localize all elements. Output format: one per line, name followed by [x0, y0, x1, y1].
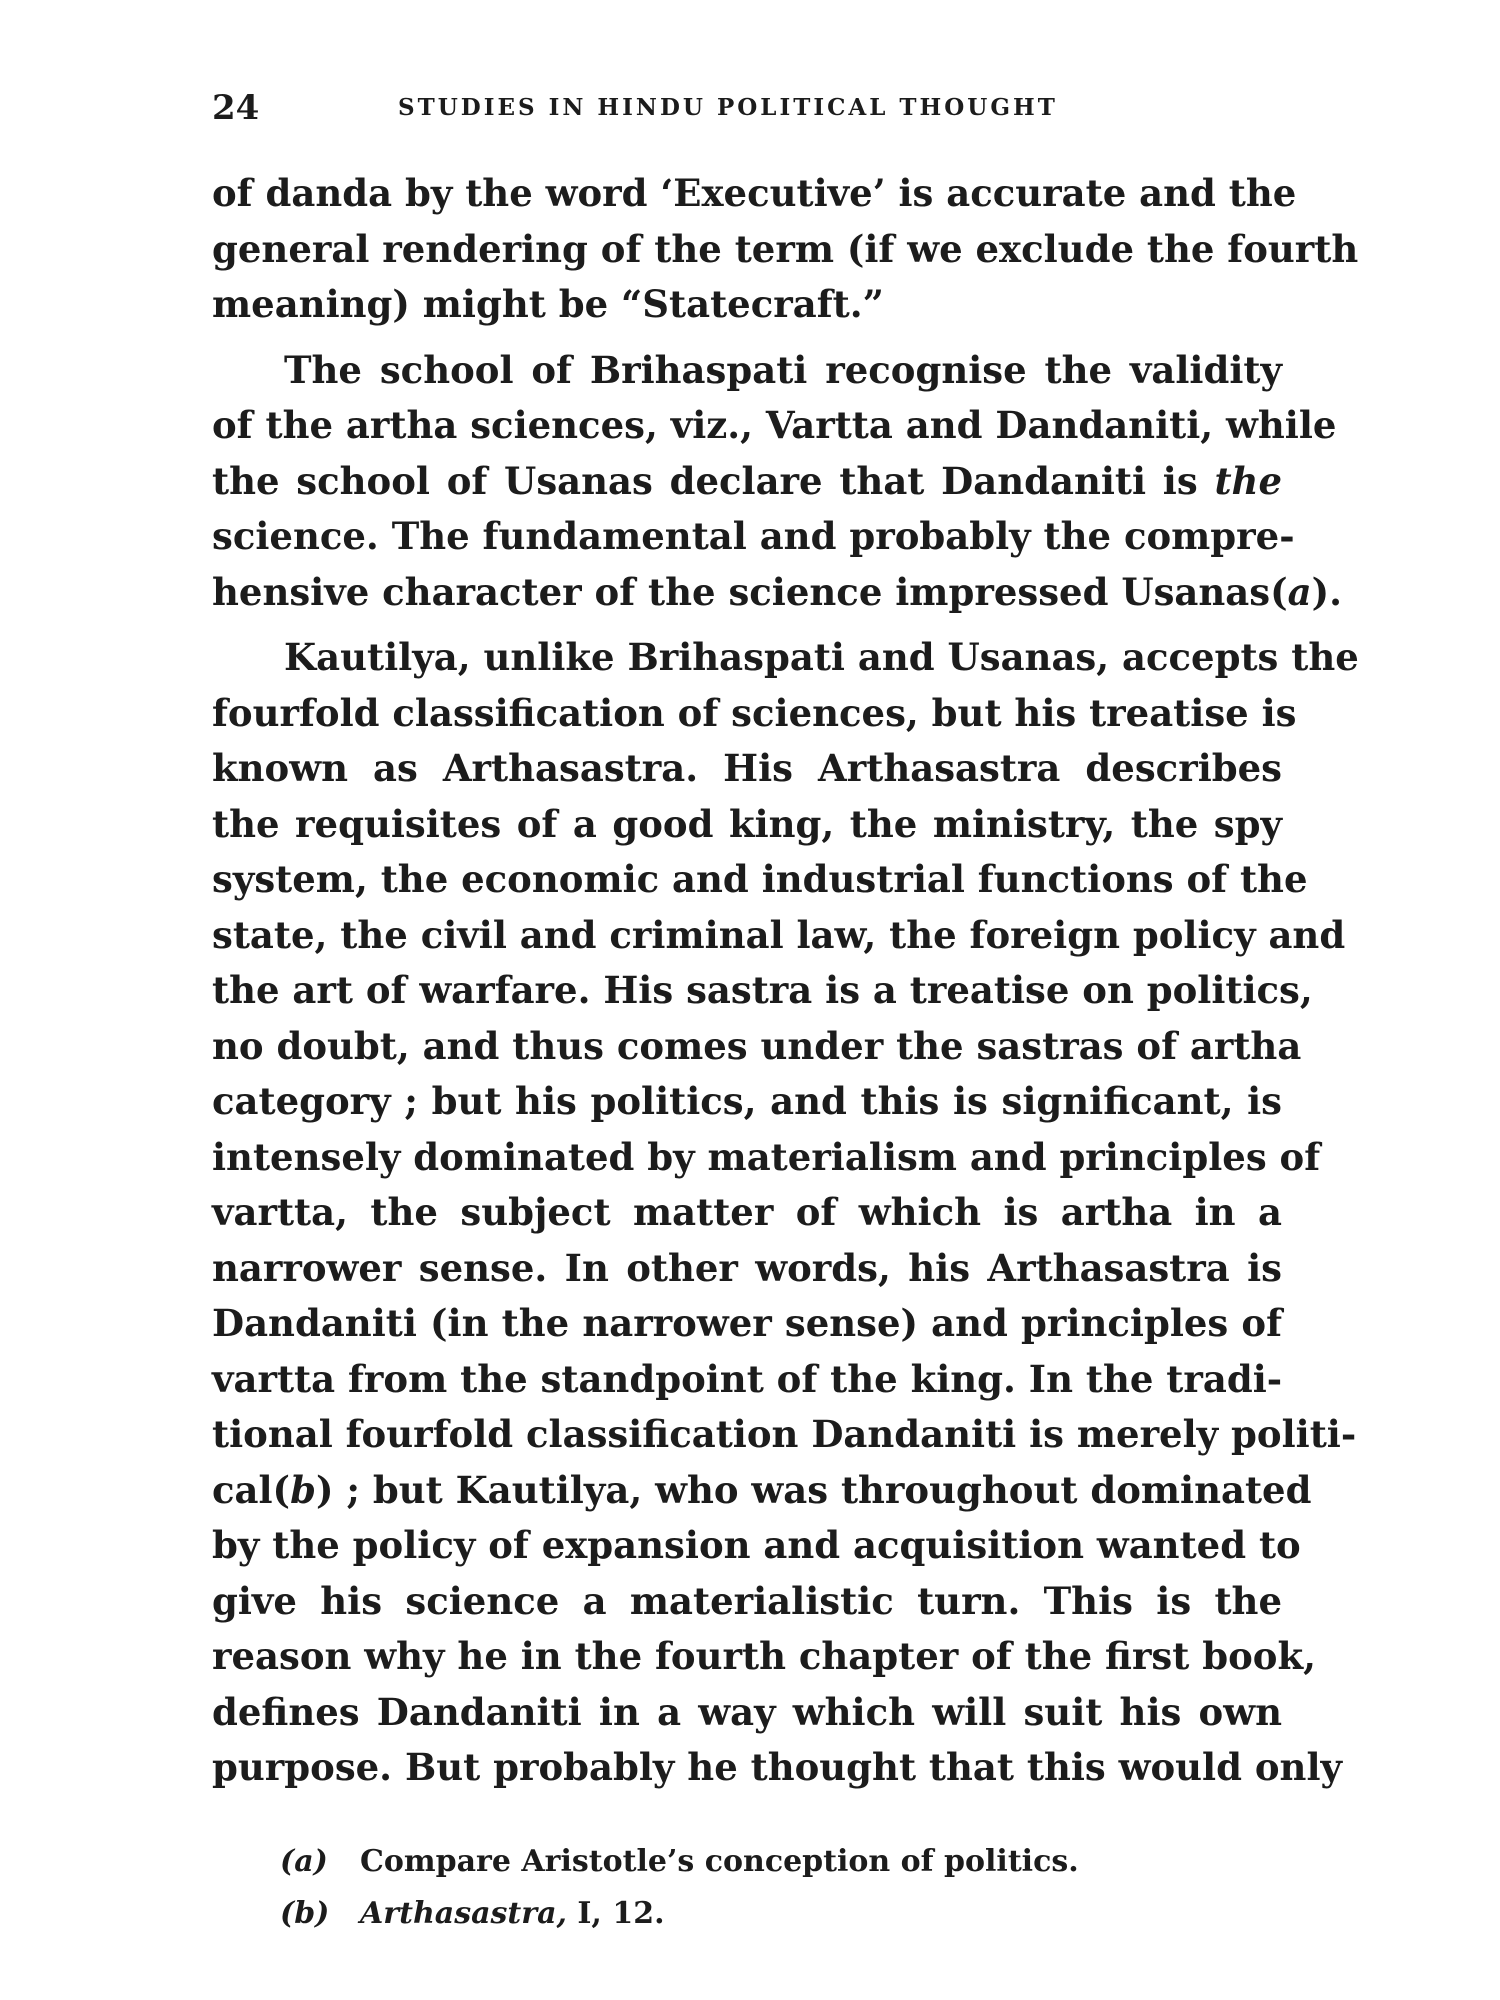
text-line: purpose. But probably he thought that this would only	[212, 1745, 1342, 1789]
footnote-mark: (b)	[280, 1896, 330, 1931]
text-line	[212, 454, 1282, 510]
paragraph-3	[212, 630, 1359, 1796]
text-line: the art of warfare. His sastra is a treatise on politics,	[212, 968, 1313, 1012]
text-fragment: hensive character of the science impressed Usanas(	[212, 569, 1288, 614]
footnote-text: I, 12.	[566, 1896, 665, 1931]
text-line: meaning) might be “Statecraft.”	[212, 282, 884, 326]
text-line: intensely dominated by materialism and principles of	[212, 1134, 1321, 1179]
text-line: fourfold classification of sciences, but his treatise is	[212, 690, 1297, 735]
text-line: category ; but his politics, and this is significant, is	[212, 1079, 1282, 1123]
footnote-a	[280, 1836, 1180, 1888]
text-line	[212, 565, 1342, 621]
footnote-b	[280, 1888, 1180, 1940]
text-line: reason why he in the fourth chapter of the first book,	[212, 1634, 1316, 1678]
text-fragment: ) ; but Kautilya, who was throughout dominated	[315, 1467, 1312, 1512]
paragraph-2	[212, 343, 1342, 621]
running-title: STUDIES IN HINDU POLITICAL THOUGHT	[398, 94, 1058, 121]
text-line: state, the civil and criminal law, the foreign policy and	[212, 912, 1346, 957]
page-number: 24	[212, 88, 260, 128]
paragraph-1	[212, 166, 1359, 333]
text-line: narrower sense. In other words, his Arthasastra is	[212, 1245, 1282, 1290]
text-line: of the artha sciences, viz., Vartta and Dandaniti, while	[212, 403, 1337, 447]
footnote-text: Compare Aristotle’s conception of politics.	[360, 1844, 1079, 1879]
text-line: general rendering of the term (if we exclude the fourth	[212, 226, 1359, 271]
footnote-title: Arthasastra,	[360, 1896, 567, 1931]
footnote-ref-a: a	[1287, 569, 1312, 614]
text-line: by the policy of expansion and acquisition wanted to	[212, 1523, 1301, 1567]
text-line: system, the economic and industrial functions of the	[212, 857, 1308, 901]
text-fragment: ).	[1311, 569, 1342, 614]
text-line: The school of Brihaspati recognise the validity	[284, 347, 1282, 392]
text-line: of danda by the word ‘Executive’ is accurate and the	[212, 171, 1297, 215]
text-line: tional fourfold classification Dandaniti is merely politi-	[212, 1412, 1357, 1456]
body-text	[212, 166, 1359, 1796]
text-line: give his science a materialistic turn. This is the	[212, 1578, 1282, 1623]
footnote-mark: (a)	[280, 1844, 328, 1879]
text-fragment: cal(	[212, 1467, 291, 1512]
text-line: vartta from the standpoint of the king. In the tradi-	[212, 1356, 1283, 1401]
text-line: the requisites of a good king, the ministry, the spy	[212, 801, 1282, 846]
text-line	[212, 1463, 1312, 1519]
text-line: no doubt, and thus comes under the sastras of artha	[212, 1023, 1302, 1068]
text-line: defines Dandaniti in a way which will suit his own	[212, 1689, 1282, 1734]
footnotes	[280, 1836, 1180, 1940]
text-line: known as Arthasastra. His Arthasastra describes	[212, 746, 1282, 790]
footnote-ref-b: b	[290, 1467, 316, 1512]
text-fragment: the school of Usanas declare that Dandaniti is	[212, 458, 1198, 503]
running-head	[212, 88, 1282, 128]
text-line: Dandaniti (in the narrower sense) and principles of	[212, 1301, 1282, 1345]
text-line: Kautilya, unlike Brihaspati and Usanas, accepts the	[284, 635, 1359, 679]
emphasis-word: the	[1214, 458, 1282, 503]
text-line: science. The fundamental and probably the compre-	[212, 514, 1295, 558]
text-line: vartta, the subject matter of which is artha in a	[212, 1190, 1282, 1234]
